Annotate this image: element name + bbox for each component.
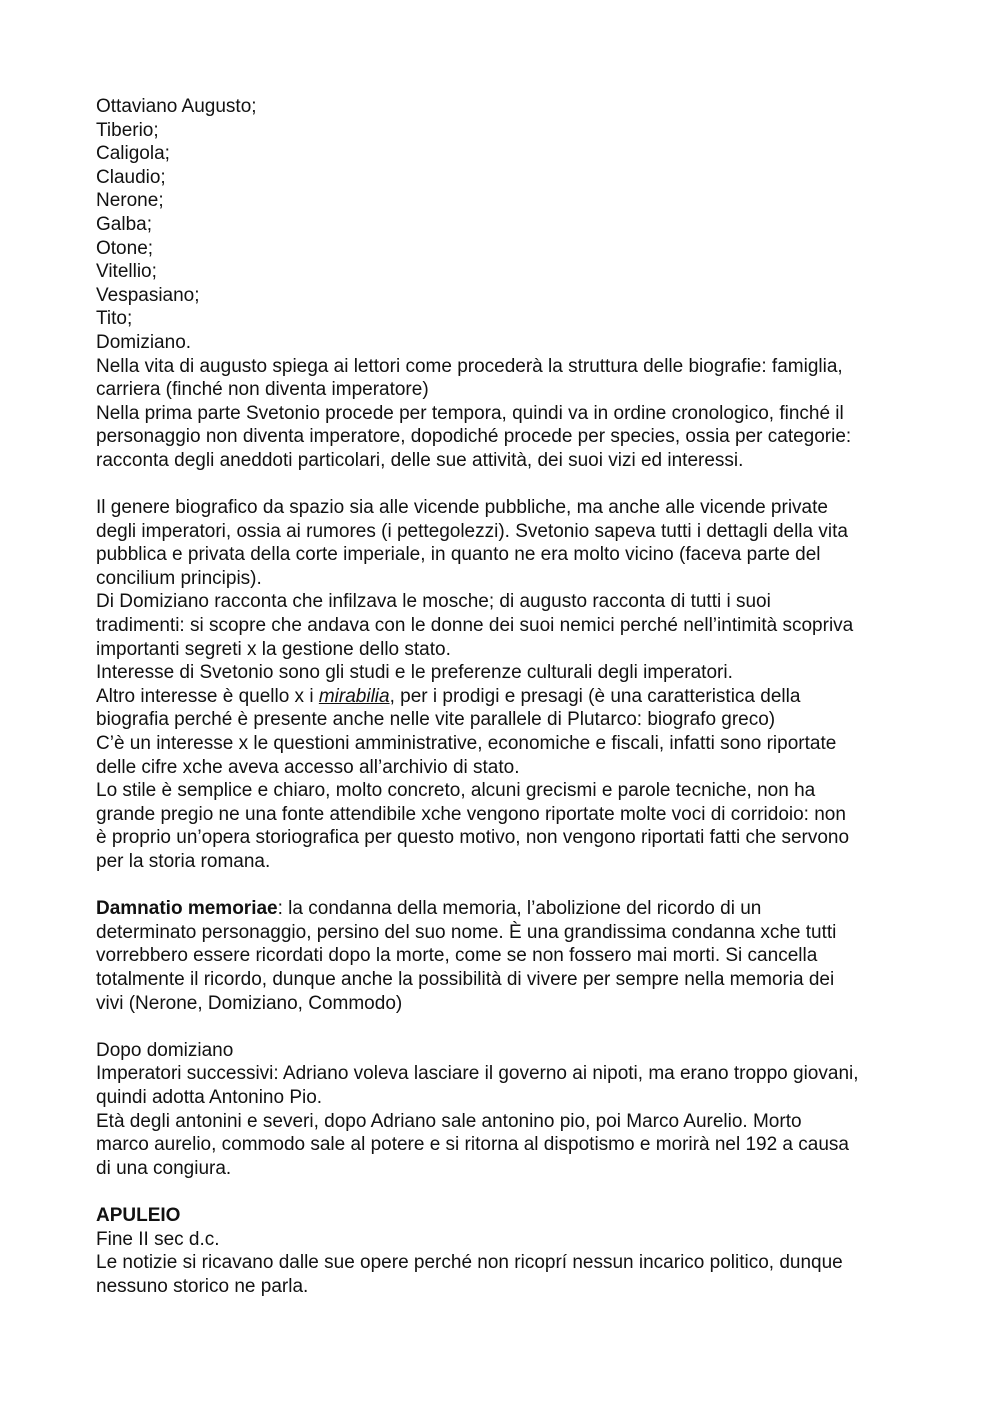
text-line: Dopo domiziano [96,1039,234,1061]
paragraph-genere [96,496,916,874]
text-line: pubblica e privata della corte imperiale, in quanto ne era molto vicino (faceva parte del [96,544,821,566]
text-line: importanti segreti x la gestione dello stato. [96,638,451,660]
text-line: determinato personaggio, persino del suo nome. È una grandissima condanna xche tutti [96,921,837,943]
paragraph-struttura [96,355,916,473]
text-line: vivi (Nerone, Domiziano, Commodo) [96,992,403,1014]
text-line: racconta degli aneddoti particolari, delle sue attività, dei suoi vizi ed interessi. [96,449,744,471]
text-line: degli imperatori, ossia ai rumores (i pettegolezzi). Svetonio sapeva tutti i dettagli della vita [96,520,848,542]
text-line: carriera (finché non diventa imperatore) [96,379,429,401]
text-line: Età degli antonini e severi, dopo Adriano sale antonino pio, poi Marco Aurelio. Morto [96,1110,802,1132]
text-line: biografia perché è presente anche nelle vite parallele di Plutarco: biografo greco) [96,709,776,731]
mirabilia-after: , per i prodigi e presagi (è una caratteristica della [389,685,801,707]
text-line: vorrebbero essere ricordati dopo la morte, come se non fossero mai morti. Si cancella [96,945,818,967]
text-line: personaggio non diventa imperatore, dopodiché procede per species, ossia per categorie: [96,426,852,448]
section-heading: APULEIO [96,1204,181,1226]
text-line: Di Domiziano racconta che infilzava le mosche; di augusto racconta di tutti i suoi [96,591,771,613]
paragraph-spacer [96,1015,916,1039]
text-line: Interesse di Svetonio sono gli studi e le preferenze culturali degli imperatori. [96,662,733,684]
text-line: nessuno storico ne parla. [96,1275,309,1297]
text-line: per la storia romana. [96,851,271,872]
text-line: Nella prima parte Svetonio procede per tempora, quindi va in ordine cronologico, finché il [96,402,844,424]
text-line: marco aurelio, commodo sale al potere e si ritorna al dispotismo e morirà nel 192 a causa [96,1134,849,1156]
emperor-list [96,95,916,355]
damnatio-definition: : la condanna della memoria, l’abolizione del ricordo di un [277,898,762,920]
damnatio-first-line [96,897,916,921]
paragraph-dopo-domiziano [96,1039,916,1181]
emperor-item: Tiberio; [96,119,159,141]
text-line: concilium principis). [96,567,262,589]
text-line: grande pregio ne una fonte attendibile xche vengono riportate molte voci di corridoio: non [96,803,846,825]
document-page [96,95,916,1298]
emperor-item: Otone; [96,237,154,259]
text-line: di una congiura. [96,1157,232,1179]
text-line: delle cifre xche aveva accesso all’archivio di stato. [96,756,520,778]
paragraph-spacer [96,1180,916,1204]
text-line: è proprio un’opera storiografica per questo motivo, non vengono riportati fatti che servono [96,827,850,849]
paragraph-spacer [96,874,916,898]
text-line: quindi adotta Antonino Pio. [96,1086,323,1108]
text-line: Lo stile è semplice e chiaro, molto concreto, alcuni grecismi e parole tecniche, non ha [96,780,816,802]
emperor-item: Vespasiano; [96,284,200,306]
text-line: Le notizie si ricavano dalle sue opere perché non ricoprí nessun incarico politico, dunque [96,1252,843,1274]
text-line: Fine II sec d.c. [96,1228,220,1250]
emperor-item: Claudio; [96,166,166,188]
paragraph-damnatio [96,897,916,1015]
mirabilia-before: Altro interesse è quello x i [96,685,319,707]
paragraph-spacer [96,473,916,497]
emperor-item: Domiziano. [96,331,192,353]
emperor-item: Nerone; [96,190,164,212]
emperor-item: Galba; [96,213,152,235]
text-line: Imperatori successivi: Adriano voleva lasciare il governo ai nipoti, ma erano troppo giovani, [96,1063,859,1085]
emperor-item: Caligola; [96,143,170,165]
text-line: totalmente il ricordo, dunque anche la possibilità di vivere per sempre nella memoria dei [96,968,835,990]
mirabilia-term: mirabilia [318,685,390,707]
text-line: tradimenti: si scopre che andava con le donne dei suoi nemici perché nell’intimità scopriva [96,615,854,637]
text-line: Il genere biografico da spazio sia alle vicende pubbliche, ma anche alle vicende private [96,497,828,519]
damnatio-term: Damnatio memoriae [96,898,278,920]
mirabilia-line [96,685,916,709]
text-line: C’è un interesse x le questioni amministrative, economiche e fiscali, infatti sono riportate [96,733,837,755]
text-line: Nella vita di augusto spiega ai lettori come procederà la struttura delle biografie: famiglia, [96,355,843,377]
emperor-item: Tito; [96,308,133,330]
section-apuleio [96,1204,916,1298]
emperor-item: Vitellio; [96,261,157,283]
emperor-item: Ottaviano Augusto; [96,96,257,117]
